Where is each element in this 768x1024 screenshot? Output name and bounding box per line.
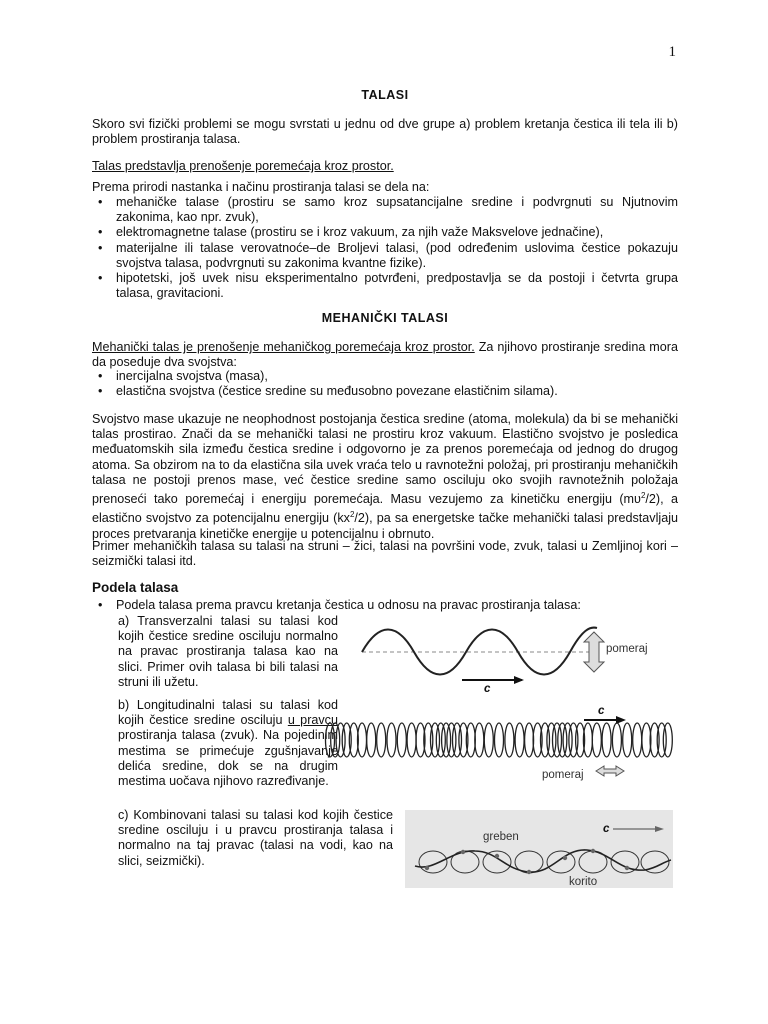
pomeraj-label: pomeraj [606,643,648,655]
spring-coil [331,723,340,757]
pomeraj-label: pomeraj [542,769,584,781]
spring-coil [475,723,484,757]
trough-label: korito [569,876,598,888]
superscript: 2 [349,510,355,520]
spring-coil [495,723,504,757]
spring-coil [436,723,445,757]
list-item: • materijalne ili talase verovatnoće–de Broljevi talasi, (pod određenim uslovima čestice pokazuju svojstva talasa, podvrgnuti su zakonima kvantne fizike). [92,241,678,271]
spring-coils [326,723,673,757]
spring-coil [377,723,386,757]
longitudinal-wave-figure [322,700,682,790]
wave-definition: Talas predstavlja prenošenje poremećaja kroz prostor. [92,159,394,173]
figure-background [405,810,673,888]
transverse-text: a) Transverzalni talasi su talasi kod kojih čestice sredine osciluju normalno na pravac prostiranja talasa kao na slici. Primer ovih talasa bi bili talasi na struni ili užetu. [118,614,338,689]
mechanical-definition [92,340,678,370]
list-item: • Podela talasa prema pravcu kretanja čestica u odnosu na pravac prostiranja talasa: [92,598,678,613]
transverse-wave-curve [362,628,597,675]
paragraph-part: u pravcu [287,713,338,728]
spring-coil [558,723,567,757]
spring-coil [525,723,534,757]
properties-list [92,369,678,399]
crest-label: greben [483,831,519,843]
spring-coil [505,723,514,757]
spring-coil [633,723,642,757]
division-bullet [92,598,678,613]
list-item: • mehaničke talase (prostiru se samo kroz supsatancijalne sredine i podvrgnuti su Njutnovim zakonima, kao npr. zvuk), [92,195,678,225]
spring-coil [663,723,672,757]
velocity-label: c [598,705,605,717]
paragraph-part: /2), pa sa energetske tačke mehanički talasi predstavljaju proces pretvaranja kinetičke energije u potencijalnu i obrnuto. [92,511,679,541]
spring-coil [602,723,611,757]
velocity-label: c [603,823,610,835]
transverse-wave-figure [342,612,682,704]
section-title-mechanical: MEHANIČKI TALASI [321,311,449,325]
combined-text: c) Kombinovani talasi su talasi kod kojih čestice sredine osciluju i u pravcu prostiranja talasa i normalno na taj pravac (talasi na vodi, kao na slici, seizmički). [118,808,393,868]
paragraph-part: prostiranja talasa (zvuk). Na pojedinim mestima se primećuje zgušnjavanje delića sredine, dok se na drugim mestima uočava njihovo razređivanje. [118,728,338,789]
page-number: 1 [668,44,676,60]
intro-paragraph: Skoro svi fizički problemi se mogu svrstati u jednu od dve grupe a) problem kretanja čestica ili tela ili b) problem prostiranja talasa. [92,117,678,147]
section-title-division: Podela talasa [92,580,179,595]
combined-wave-figure [405,810,673,888]
spring-coil [447,723,456,757]
division-list [92,195,678,301]
longitudinal-text [92,698,338,789]
velocity-label: c [484,683,491,695]
list-item: • elastična svojstva (čestice sredine su međusobno povezane elastičnim silama). [92,384,678,399]
division-intro: Prema prirodi nastanka i načinu prostiranja talasi se dela na: [92,180,430,194]
spring-coil [547,723,556,757]
spring-coil [623,723,632,757]
direction-arrow-icon [514,676,524,684]
spring-coil [387,723,396,757]
list-item: • inercijalna svojstva (masa), [92,369,678,384]
spring-coil [407,723,416,757]
mechanical-definition-underlined: Mehanički talas je prenošenje mehaničkog poremećaja kroz prostor. [92,340,475,354]
paragraph-part: /2), a elastično svojstvo za potencijalnu energiju (kx [92,492,678,526]
spring-coil [612,723,621,757]
paragraph-part: b) Longitudinalni talasi su talasi kod kojih čestice sredine osciluju [118,698,338,728]
list-item: • hipotetski, još uvek nisu eksperimentalno potvrđeni, predpostavlja se da postoji i četvrta grupa talasa, gravitacioni. [92,271,678,301]
list-item: • elektromagnetne talase (prostiru se i kroz vakuum, za njih važe Maksvelove jednačine), [92,225,678,240]
spring-coil [442,723,451,757]
examples-paragraph: Primer mehaničkih talasa su talasi na struni – žici, talasi na površini vode, zvuk, talasi u Zemljinoj kori – seizmički talasi itd. [92,539,678,569]
spring-coil [397,723,406,757]
paragraph-part: Svojstvo mase ukazuje ne neophodnost postojanja čestica sredine (atoma, molekula) da bi se mehanički talas prostirao. Znači da se mehanički talasi ne prostiru kroz vakuum. Elastično svojstvo je posledica međuatomskih sila između čestica sredine i odgovorno je za prenos poremećaja od jednog do drugog atoma. Sa obzirom na to da elastična sila uvek vraća telo u ravnotežni položaj, pri prostiranju mehaničkih talasa ne postoji prenos mase, već čestice sredine samo osciluju oko svojih ravnotežnih položaja prenoseći tako poremećaj i energiju poremećaja. Masu vezujemo za kinetičku energiju (mυ [92,412,678,507]
mechanical-definition-rest: Za njihovo prostiranje sredina mora da poseduje dva svojstva: [92,340,678,370]
spring-coil [553,723,562,757]
page-title: TALASI [361,88,409,102]
mechanical-paragraph [92,412,678,542]
displacement-arrow-icon [596,766,624,776]
spring-coil [326,723,335,757]
spring-coil [515,723,524,757]
spring-coil [592,723,601,757]
spring-coil [367,723,376,757]
superscript: 2 [640,491,646,501]
spring-coil [484,723,493,757]
